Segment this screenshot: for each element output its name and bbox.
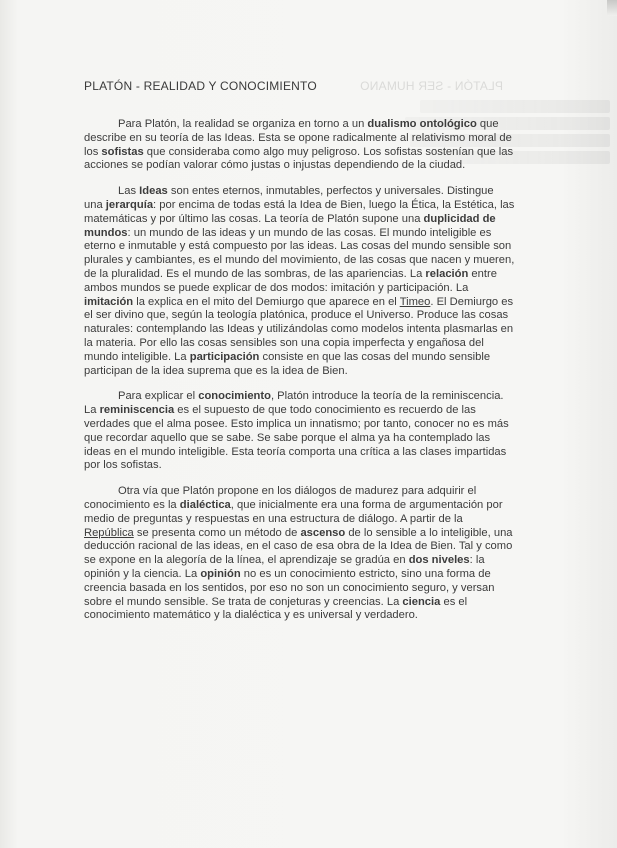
bold-term: participación [189, 350, 260, 363]
text-run: . El Demiurgo es el ser divino que, según la teología platónica, produce el Universo. Produce las cosas naturales: contemplando las Ideas y utilizándolas como modelos intenta plasmarlas en la materia. Por ello las cosas sensibles son una copia imperfecta y engañosa del mundo inteligible. La [84, 295, 514, 363]
text-run: , Platón introduce la teoría de la reminiscencia. La [84, 390, 504, 417]
text-run: : por encima de todas está la Idea de Bien, luego la Ética, la Estética, las matemáticas y por último las cosas. La teoría de Platón supone una [84, 198, 515, 225]
bold-term: ciencia [402, 595, 441, 608]
bold-term: Ideas [139, 185, 168, 198]
bold-term: jerarquía [105, 198, 154, 211]
text-run: Para explicar el [118, 390, 199, 403]
text-run: de lo sensible a lo inteligible, una deducción racional de las ideas, en el caso de esa obra de la Idea de Bien. Tal y como se expone en la alegoría de la línea, el aprendizaje se gradúa en [84, 526, 513, 567]
text-run: Para Platón, la realidad se organiza en torno a un [118, 118, 368, 130]
text-run: no es un conocimiento estricto, sino una forma de creencia basada en los sentidos, por eso no son un conocimiento seguro, y versan sobre el mundo sensible. Se trata de conjeturas y creencias. La [84, 567, 495, 608]
staple-mark [607, 0, 617, 16]
text-run: son entes eternos, inmutables, perfectos y universales. Distingue una [84, 185, 494, 211]
text-run: que describe en su teoría de las Ideas. Esta se opone radicalmente al relativismo moral de los [84, 118, 512, 158]
paragraph [84, 390, 515, 473]
text-run: es el supuesto de que todo conocimiento es recuerdo de las verdades que el alma posee. Esto implica un innatismo; por tanto, conocer no es más que recordar aquello que se sabe. Se sabe porque el alma ya ha contemplado las ideas en el mundo inteligible. Esta teoría comporta una crítica a las clases impartidas por los sofistas. [84, 404, 509, 472]
text-run: Otra vía que Platón propone en los diálogos de madurez para adquirir el conocimiento es la [84, 485, 477, 511]
text-run: la explica en el mito del Demiurgo que aparece en el [133, 295, 400, 308]
text-run: , que inicialmente era una forma de argumentación por medio de preguntas y respuestas en una estructura de diálogo. A partir de la [84, 498, 503, 525]
document-body [84, 118, 515, 635]
bold-term: ascenso [300, 526, 346, 539]
text-run: : un mundo de las ideas y un mundo de las cosas. El mundo inteligible es eterno e inmutable y está compuesto por las ideas. Las cosas del mundo sensible son plurales y cambiantes, es el mundo del movimiento, de las cosas que nacen y mueren, de la pluralidad. Es el mundo de las sombras, de las apariencias. La [84, 226, 515, 280]
bold-term: sofistas [101, 145, 144, 158]
bold-term: dualismo ontológico [367, 118, 477, 130]
underlined-title: Timeo [399, 295, 431, 308]
text-run: se presenta como un método de [133, 526, 301, 539]
show-through-title: PLATÓN - SER HUMANO [360, 79, 503, 93]
text-run: es el conocimiento matemático y la dialéctica y es universal y verdadero. [84, 595, 468, 622]
bold-term: dialéctica [179, 498, 231, 511]
paragraph [84, 185, 515, 378]
page-title: PLATÓN - REALIDAD Y CONOCIMIENTO [84, 79, 317, 93]
bold-term: conocimiento [198, 390, 271, 403]
text-run: consiste en que las cosas del mundo sensible participan de la idea suprema que es la idea de Bien. [84, 350, 491, 377]
bold-term: imitación [84, 295, 134, 308]
bold-term: relación [425, 267, 469, 280]
bold-term: reminiscencia [99, 404, 175, 417]
underlined-title: República [84, 526, 134, 539]
bold-term: duplicidad de mundos [84, 212, 496, 239]
text-run: que consideraba como algo muy peligroso. Los sofistas sostenían que las acciones se podían valorar cómo justas o injustas dependiendo de la ciudad. [84, 145, 514, 172]
text-run: entre ambos mundos se puede explicar de dos modos: imitación y participación. La [84, 267, 497, 294]
paragraph [84, 118, 515, 173]
bold-term: dos niveles [408, 554, 470, 567]
text-run: Las [118, 185, 140, 198]
bold-term: opinión [200, 567, 241, 580]
paragraph [84, 485, 515, 623]
text-run: : la opinión y la ciencia. La [84, 554, 485, 580]
